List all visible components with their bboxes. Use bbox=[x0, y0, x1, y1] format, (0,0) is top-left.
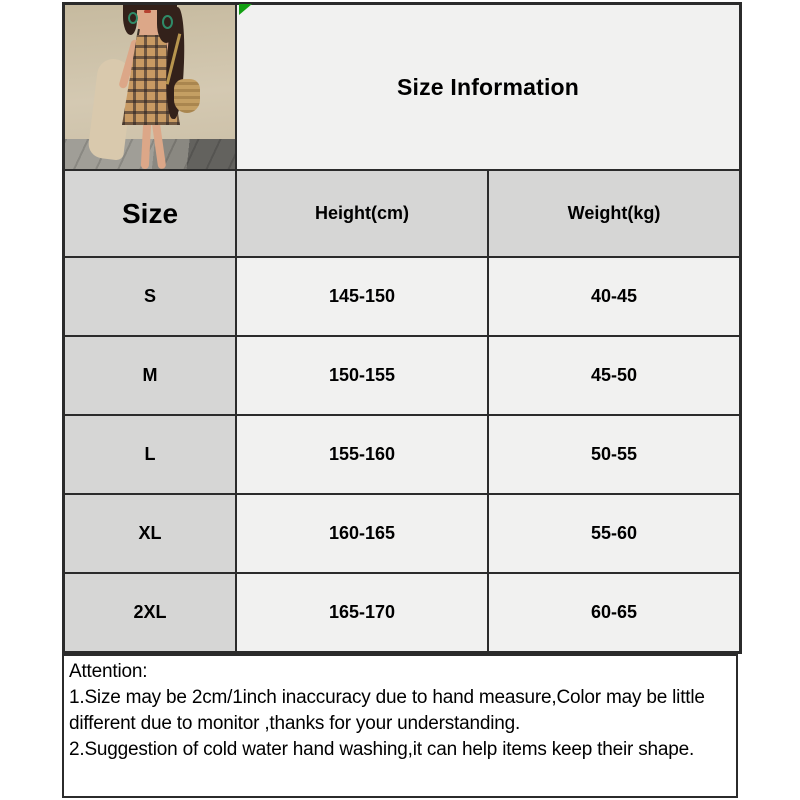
model-lips bbox=[144, 10, 151, 13]
size-label: 2XL bbox=[64, 573, 236, 652]
weight-value: 50-55 bbox=[488, 415, 740, 494]
size-label: L bbox=[64, 415, 236, 494]
height-value: 145-150 bbox=[236, 257, 488, 336]
size-label: XL bbox=[64, 494, 236, 573]
attention-heading: Attention: bbox=[69, 661, 148, 682]
page-title: Size Information bbox=[396, 73, 580, 100]
earring-icon bbox=[162, 15, 173, 29]
height-value: 150-155 bbox=[236, 336, 488, 415]
attention-note: 2.Suggestion of cold water hand washing,it can help items keep their shape. bbox=[69, 739, 695, 760]
title-cell bbox=[236, 4, 740, 170]
attention-note: 1.Size may be 2cm/1inch inaccuracy due to hand measure,Color may be little bbox=[69, 687, 705, 708]
attention-note: different due to monitor ,thanks for your understanding. bbox=[69, 713, 521, 734]
size-label: M bbox=[64, 336, 236, 415]
weight-value: 45-50 bbox=[488, 336, 740, 415]
weight-value: 60-65 bbox=[488, 573, 740, 652]
column-header-weight: Weight(kg) bbox=[488, 170, 740, 257]
height-value: 155-160 bbox=[236, 415, 488, 494]
column-header-size: Size bbox=[64, 170, 236, 257]
attention-box bbox=[62, 654, 738, 798]
straw-bag bbox=[174, 79, 200, 113]
height-value: 160-165 bbox=[236, 494, 488, 573]
size-label: S bbox=[64, 257, 236, 336]
earring-icon bbox=[128, 12, 138, 24]
weight-value: 40-45 bbox=[488, 257, 740, 336]
column-header-height: Height(cm) bbox=[236, 170, 488, 257]
size-chart bbox=[62, 2, 742, 654]
weight-value: 55-60 bbox=[488, 494, 740, 573]
height-value: 165-170 bbox=[236, 573, 488, 652]
product-photo bbox=[64, 4, 236, 170]
